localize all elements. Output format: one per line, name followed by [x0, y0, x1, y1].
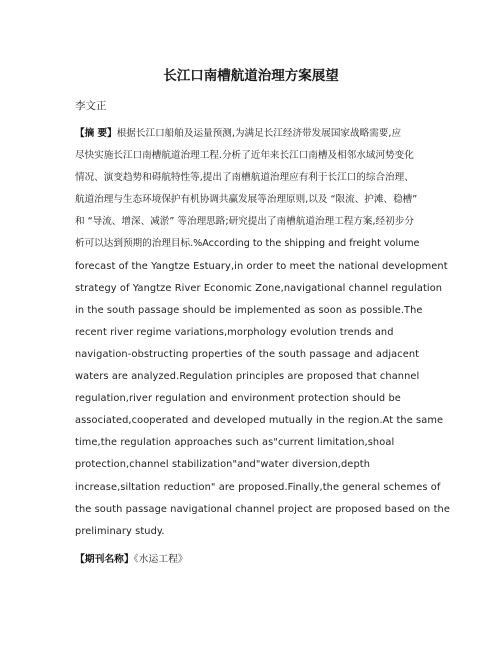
abstract-line: in the south passage should be implemented as soon as possible.The — [75, 304, 423, 316]
abstract-line: protection,channel stabilization"and"water diversion,depth — [75, 459, 371, 471]
document-title: 长江口南槽航道治理方案展望 — [163, 68, 339, 84]
abstract-line: 尽快实施长江口南槽航道治理工程.分析了近年来长江口南槽及相邻水域河势变化 — [75, 150, 414, 162]
abstract-line: recent river regime variations,morphology evolution trends and — [75, 326, 394, 338]
abstract-section — [75, 123, 450, 543]
abstract-line: preliminary study. — [75, 525, 165, 537]
abstract-line: strategy of Yangtze River Economic Zone,navigational channel regulation — [75, 282, 443, 294]
abstract-label: 【摘 要】 — [75, 128, 117, 139]
abstract-line: 析可以达到预期的治理目标.%According to the shipping and freight volume — [75, 238, 420, 250]
abstract-line: regulation,river regulation and environment protection should be — [75, 393, 401, 405]
author-name: 李文正 — [75, 100, 107, 112]
abstract-line: 情况、演变趋势和碍航特性等,提出了南槽航道治理应有利于长江口的综合治理、 — [75, 172, 414, 184]
abstract-line: time,the regulation approaches such as"current limitation,shoal — [75, 437, 395, 449]
abstract-line — [75, 123, 440, 145]
abstract-line: navigation-obstructing properties of the south passage and adjacent — [75, 348, 420, 360]
abstract-line: the south passage navigational channel project are proposed based on the — [75, 503, 450, 515]
abstract-line: 航道治理与生态环境保护有机协调共赢发展等治理原则,以及 “限流、护滩、稳槽” — [75, 194, 418, 206]
abstract-line: associated,cooperated and developed mutually in the region.At the same — [75, 415, 444, 427]
abstract-line-text: 根据长江口船舶及运量预测,为满足长江经济带发展国家战略需要,应 — [116, 128, 402, 139]
abstract-line: increase,siltation reduction" are proposed.Finally,the general schemes of — [75, 481, 441, 493]
journal-name: 《水运工程》 — [133, 554, 188, 565]
journal-label: 【期刊名称】 — [75, 554, 134, 565]
journal-info — [75, 551, 188, 565]
abstract-line: waters are analyzed.Regulation principles are proposed that channel — [75, 371, 420, 383]
abstract-line: forecast of the Yangtze Estuary,in order to meet the national development — [75, 260, 448, 272]
abstract-line: 和 “导流、增深、减淤” 等治理思路;研究提出了南槽航道治理工程方案,经初步分 — [75, 216, 414, 228]
